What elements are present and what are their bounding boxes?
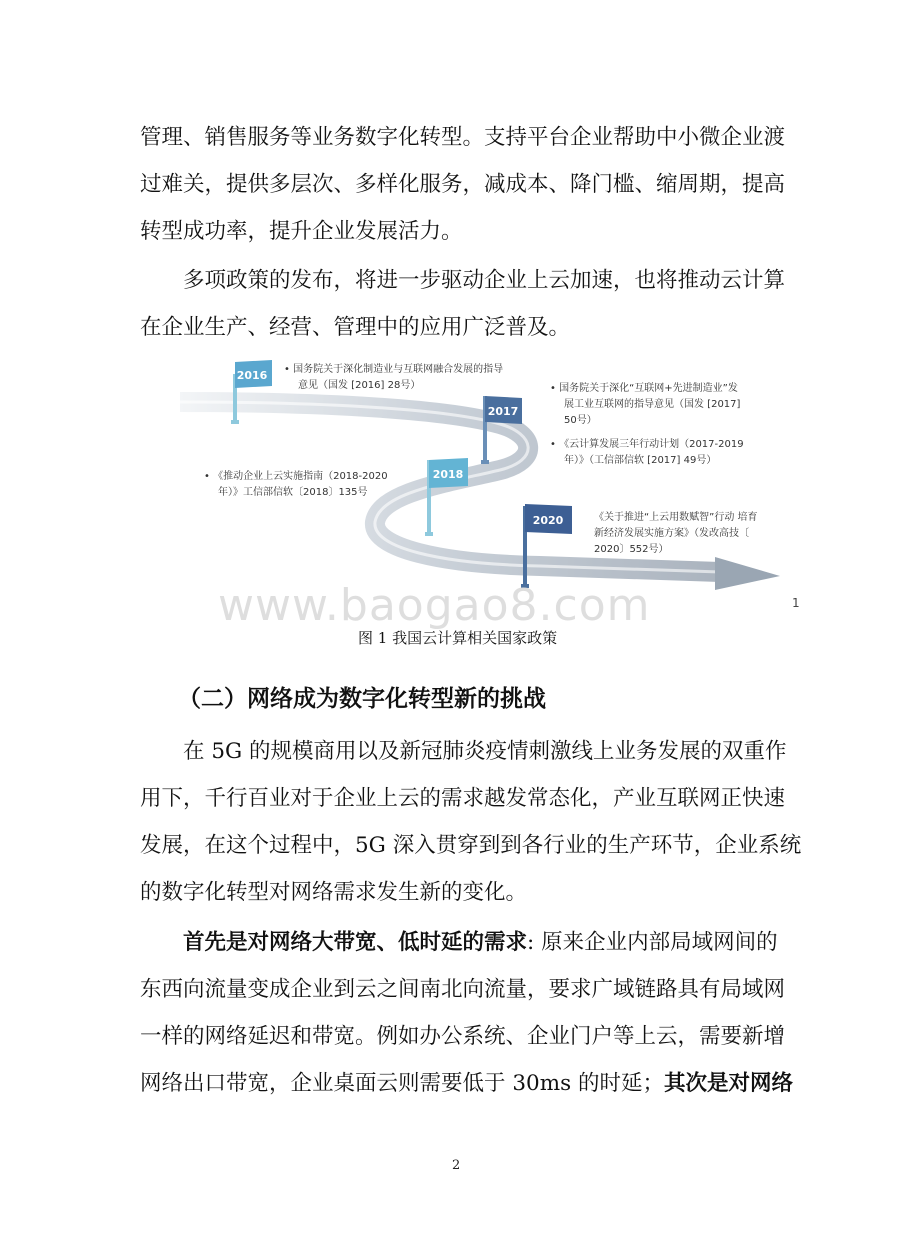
policy-2017a-line: 展工业互联网的指导意见（国发 [2017] xyxy=(564,399,741,410)
policy-2020 xyxy=(594,510,758,558)
policy-2020-line: 新经济发展实施方案》（发改高技〔 xyxy=(594,528,749,539)
paragraph-line: 转型成功率，提升企业发展活力。 xyxy=(140,219,463,244)
paragraph-line: 一样的网络延迟和带宽。例如办公系统、企业门户等上云，需要新增 xyxy=(140,1024,786,1049)
figure-caption: 图 1 我国云计算相关国家政策 xyxy=(358,629,558,647)
policy-2017b xyxy=(550,437,744,469)
flag-2016 xyxy=(231,360,272,424)
policy-2018-line: • 《推动企业上云实施指南（2018-2020 xyxy=(204,471,388,482)
paragraph-line: 用下，千行百业对于企业上云的需求越发常态化，产业互联网正快速 xyxy=(140,786,786,811)
policy-2017b-line: • 《云计算发展三年行动计划（2017-2019 xyxy=(550,439,744,450)
section-heading: （二）网络成为数字化转型新的挑战 xyxy=(178,686,546,712)
policy-2018 xyxy=(204,469,388,501)
policy-2016-line: • 国务院关于深化制造业与互联网融合发展的指导 xyxy=(284,364,504,375)
paragraph-line: 在 5G 的规模商用以及新冠肺炎疫情刺激线上业务发展的双重作 xyxy=(183,739,787,764)
paragraph-line: 在企业生产、经营、管理中的应用广泛普及。 xyxy=(140,315,571,340)
line-text: 网络出口带宽，企业桌面云则需要低于 30ms 的时延； xyxy=(140,1071,664,1096)
paragraph-line: 的数字化转型对网络需求发生新的变化。 xyxy=(140,880,528,905)
paragraph-line: 多项政策的发布，将进一步驱动企业上云加速，也将推动云计算 xyxy=(183,268,786,293)
policy-2017a-line: • 国务院关于深化“互联网+先进制造业”发 xyxy=(550,383,738,394)
figure-number: 1 xyxy=(792,596,800,610)
policy-2020-line: 2020〕552号） xyxy=(594,544,669,555)
flag-2018-year: 2018 xyxy=(432,468,464,481)
paragraph-line: 管理、销售服务等业务数字化转型。支持平台企业帮助中小微企业渡 xyxy=(140,125,786,150)
policy-2017a-line: 50号） xyxy=(564,415,597,426)
policy-2017a xyxy=(550,381,740,429)
timeline-arrow-icon xyxy=(715,557,780,590)
watermark: www.baogao8.com xyxy=(218,580,651,631)
bold-lead: 首先是对网络大带宽、低时延的需求 xyxy=(183,930,528,955)
policy-2016-line: 意见（国发 [2016] 28号） xyxy=(298,380,421,391)
paragraph-line: 东西向流量变成企业到云之间南北向流量，要求广域链路具有局域网 xyxy=(140,977,786,1002)
bold-text: 其次是对网络 xyxy=(663,1071,793,1096)
policy-2016 xyxy=(284,362,503,394)
line-text: : 原来企业内部局域网间的 xyxy=(527,930,778,955)
paragraph-line xyxy=(140,1070,793,1098)
policy-2018-line: 年）》工信部信软〔2018〕135号 xyxy=(218,487,368,498)
paragraph-line: 发展，在这个过程中，5G 深入贯穿到到各行业的生产环节，企业系统 xyxy=(140,833,802,858)
paragraph-line: 过难关，提供多层次、多样化服务，减成本、降门槛、缩周期，提高 xyxy=(140,172,786,197)
flag-2018 xyxy=(425,458,468,536)
flag-2017-year: 2017 xyxy=(487,405,519,418)
flag-2016-year: 2016 xyxy=(236,369,268,382)
policy-2020-line: 《关于推进“上云用数赋智”行动 培育 xyxy=(594,512,758,523)
page-number: 2 xyxy=(452,1158,461,1173)
policy-2017b-line: 年）》（工信部信软 [2017] 49号） xyxy=(564,455,717,466)
flag-2020-year: 2020 xyxy=(532,514,564,527)
paragraph-line xyxy=(183,929,828,957)
